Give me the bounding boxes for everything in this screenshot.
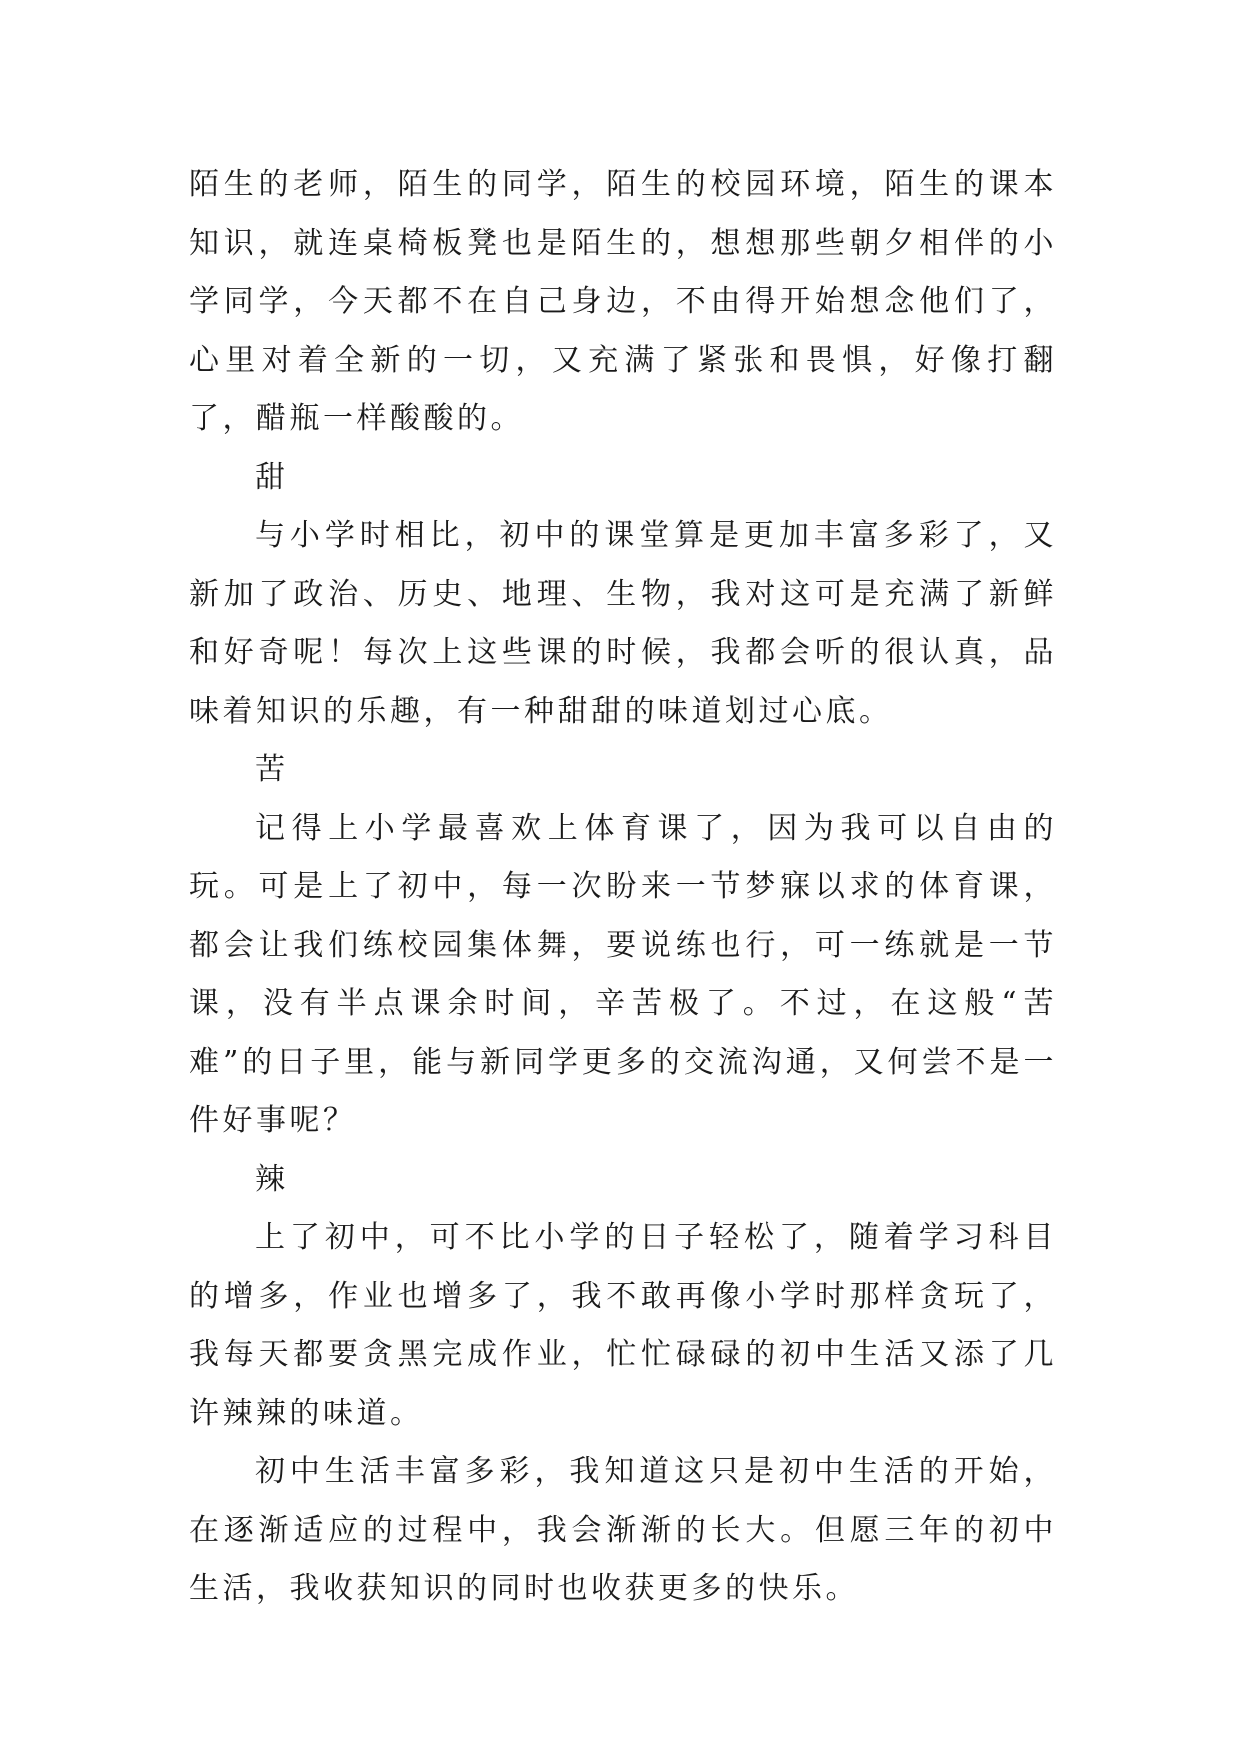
paragraph-spicy: 上了初中，可不比小学的日子轻松了，随着学习科目的增多，作业也增多了，我不敢再像小学时那样贪玩了，我每天都要贪黑完成作业，忙忙碌碌的初中生活又添了几许辣辣的味道。 [189,1220,1057,1431]
paragraph-conclusion: 初中生活丰富多彩，我知道这只是初中生活的开始，在逐渐适应的过程中，我会渐渐的长大。但愿三年的初中生活，我收获知识的同时也收获更多的快乐。 [189,1454,1057,1606]
section-heading-sweet: 甜 [255,459,289,495]
paragraph-sweet: 与小学时相比，初中的课堂算是更加丰富多彩了，又新加了政治、历史、地理、生物，我对这可是充满了新鲜和好奇呢！每次上这些课的时候，我都会听的很认真，品味着知识的乐趣，有一种甜甜的味道划过心底。 [189,518,1057,729]
section-heading-spicy: 辣 [255,1161,289,1197]
essay-body [189,156,1057,1619]
section-heading-bitter: 苦 [255,752,289,787]
paragraph-continued: 陌生的老师，陌生的同学，陌生的校园环境，陌生的课本知识，就连桌椅板凳也是陌生的，想想那些朝夕相伴的小学同学，今天都不在自己身边，不由得开始想念他们了，心里对着全新的一切，又充满了紧张和畏惧，好像打翻了，醋瓶一样酸酸的。 [189,167,1057,436]
paragraph-bitter: 记得上小学最喜欢上体育课了，因为我可以自由的玩。可是上了初中，每一次盼来一节梦寐以求的体育课，都会让我们练校园集体舞，要说练也行，可一练就是一节课，没有半点课余时间，辛苦极了。不过，在这般“苦难”的日子里，能与新同学更多的交流沟通，又何尝不是一件好事呢？ [189,810,1057,1138]
